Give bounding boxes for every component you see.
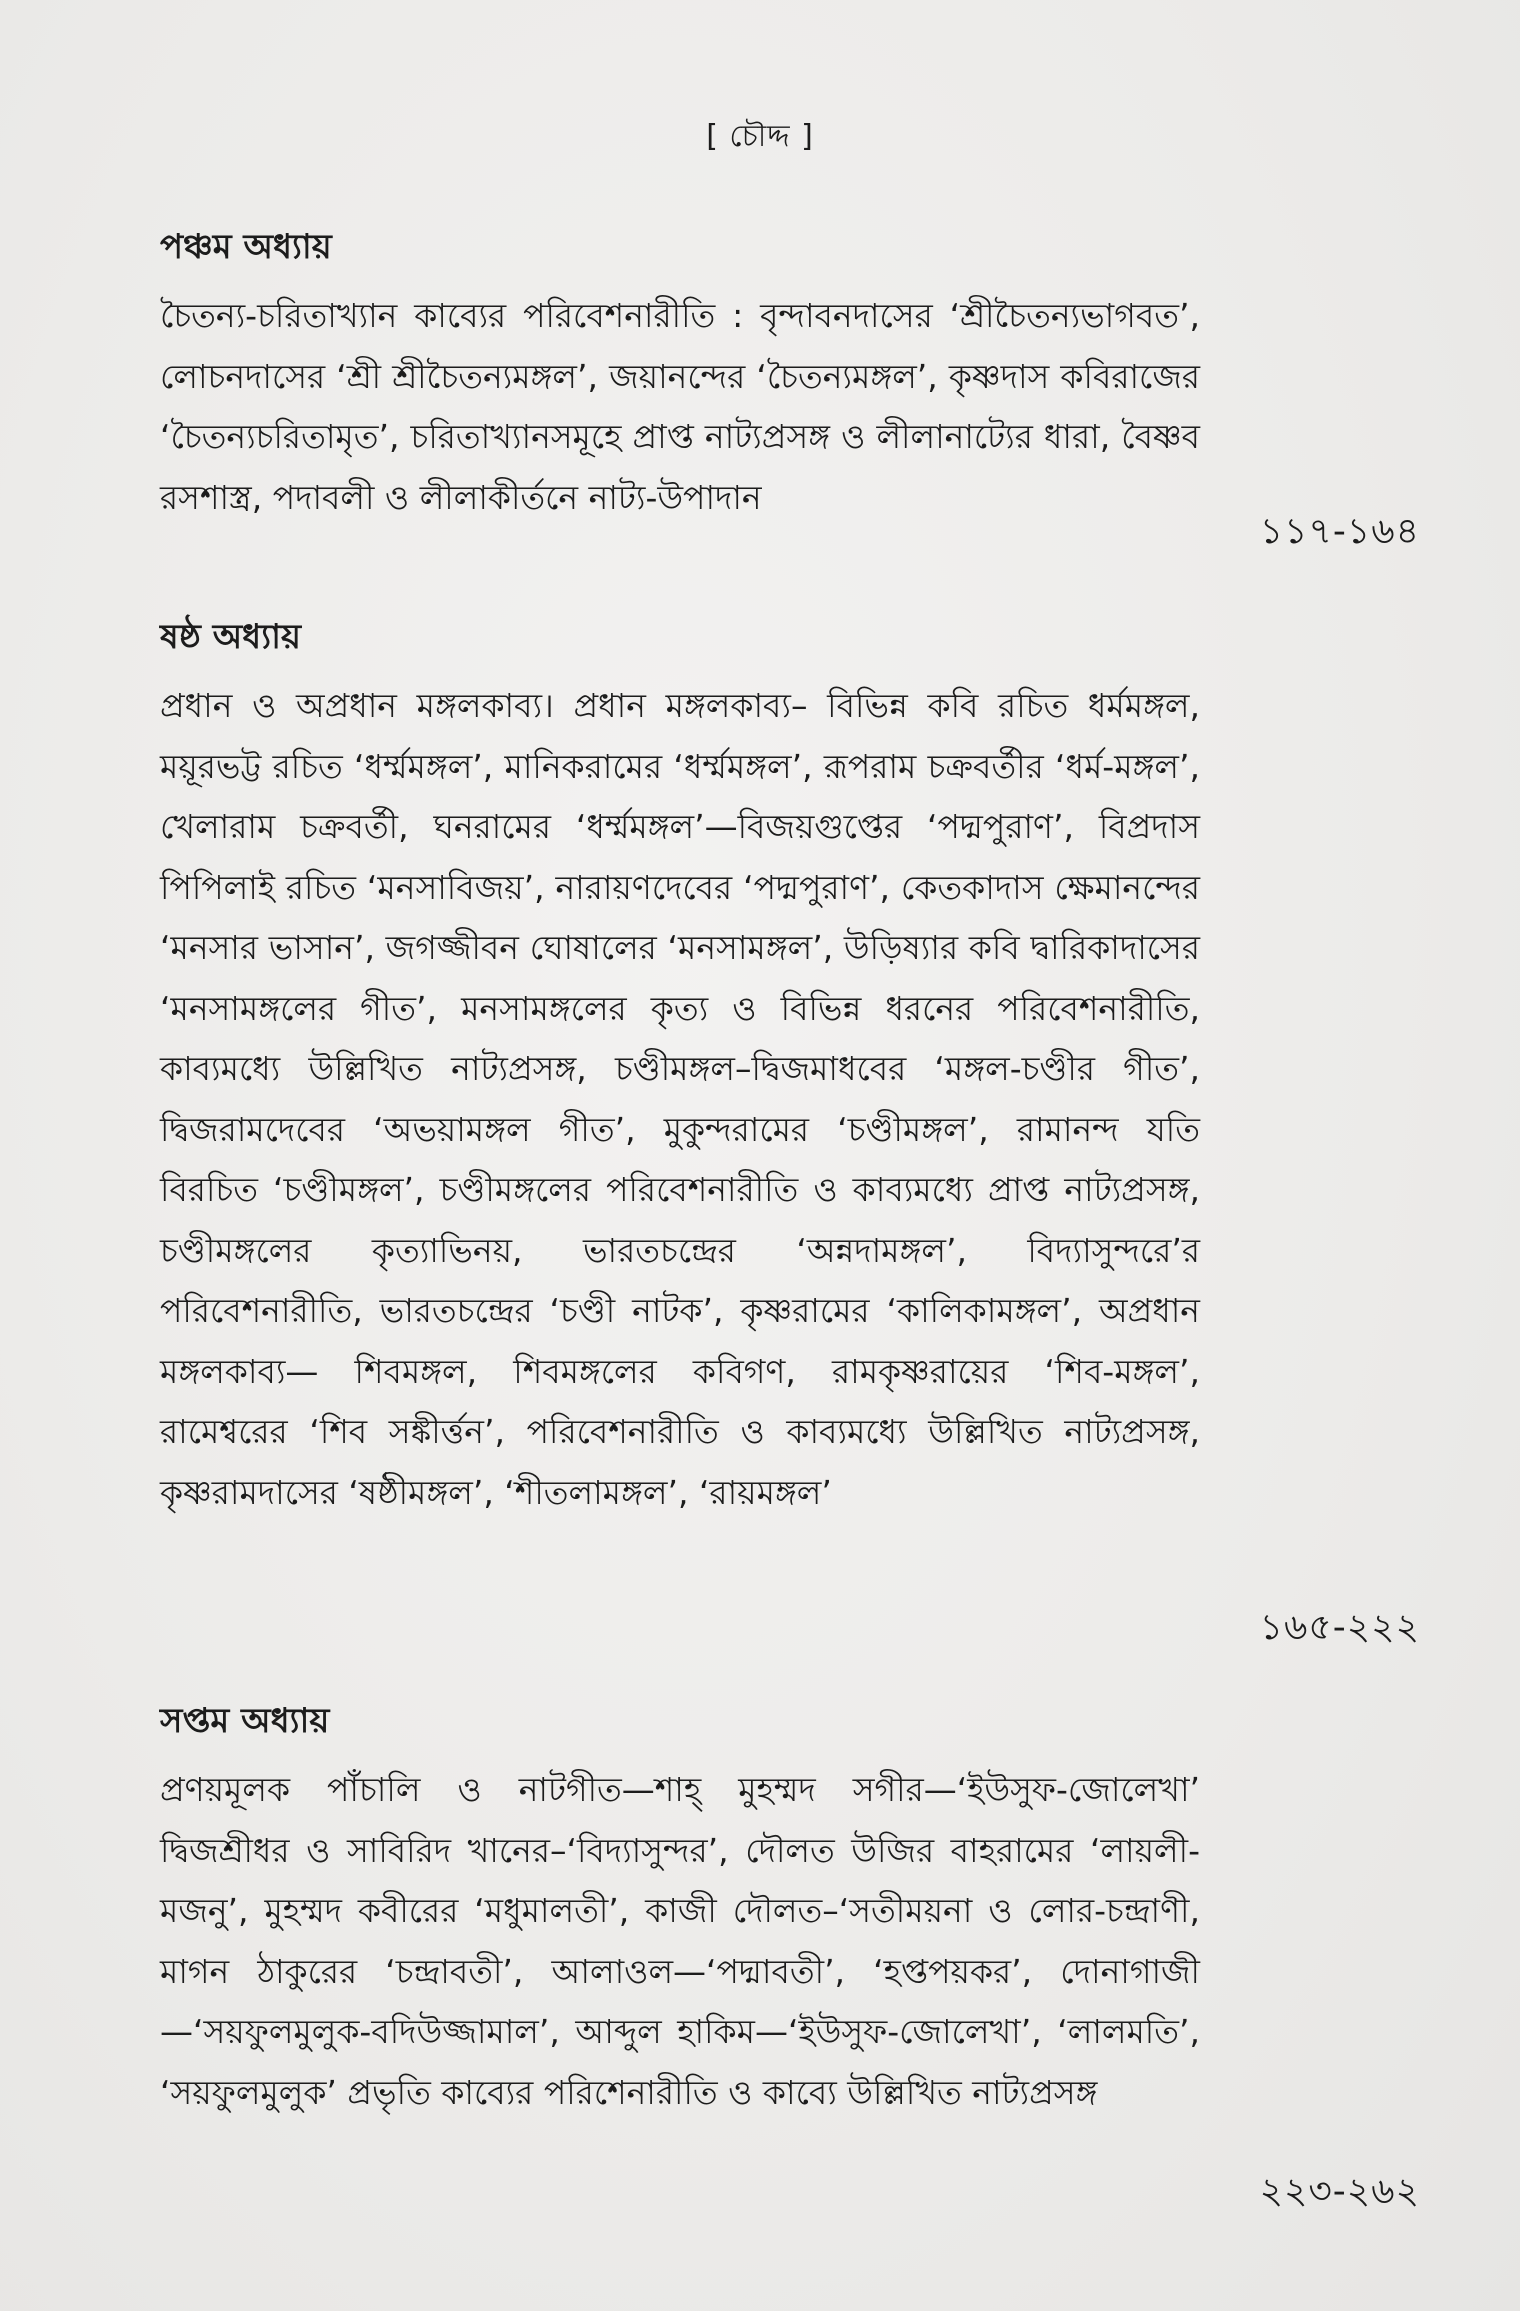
chapter-title: পঞ্চম অধ্যায়: [160, 227, 332, 267]
chapter-page-range: ২২৩-২৬২: [1259, 2171, 1420, 2212]
chapter-contents: প্রধান ও অপ্রধান মঙ্গলকাব্য। প্রধান মঙ্গলকাব্য– বিভিন্ন কবি রচিত ধর্মমঙ্গল, ময়ূরভট্ট রচিত ‘ধর্ম্মমঙ্গল’, মানিকরামের ‘ধর্ম্মমঙ্গল’, রূপরাম চক্রবর্তীর ‘ধর্ম-মঙ্গল’, খেলারাম চক্রবর্তী, ঘনরামের ‘ধর্ম্মমঙ্গল’—বিজয়গুপ্তের ‘পদ্মপুরাণ’, বিপ্রদাস পিপিলাই রচিত ‘মনসাবিজয়’, নারায়ণদেবের ‘পদ্মপুরাণ’, কেতকাদাস ক্ষেমানন্দের ‘মনসার ভাসান’, জগজ্জীবন ঘোষালের ‘মনসামঙ্গল’, উড়িষ্যার কবি দ্বারিকাদাসের ‘মনসামঙ্গলের গীত’, মনসামঙ্গলের কৃত্য ও বিভিন্ন ধরনের পরিবেশনারীতি, কাব্যমধ্যে উল্লিখিত নাট্যপ্রসঙ্গ, চণ্ডীমঙ্গল–দ্বিজমাধবের ‘মঙ্গল-চণ্ডীর গীত’, দ্বিজরামদেবের ‘অভয়ামঙ্গল গীত’, মুকুন্দরামের ‘চণ্ডীমঙ্গল’, রামানন্দ যতি বিরচিত ‘চণ্ডীমঙ্গল’, চণ্ডীমঙ্গলের পরিবেশনারীতি ও কাব্যমধ্যে প্রাপ্ত নাট্যপ্রসঙ্গ, চণ্ডীমঙ্গলের কৃত্যাভিনয়, ভারতচন্দ্রের ‘অন্নদামঙ্গল’, বিদ্যাসুন্দরে’র পরিবেশনারীতি, ভারতচন্দ্রের ‘চণ্ডী নাটক’, কৃষ্ণরামের ‘কালিকামঙ্গল’, অপ্রধান মঙ্গলকাব্য— শিবমঙ্গল, শিবমঙ্গলের কবিগণ, রামকৃষ্ণরায়ের ‘শিব-মঙ্গল’, রামেশ্বরের ‘শিব সঙ্কীর্ত্তন’, পরিবেশনারীতি ও কাব্যমধ্যে উল্লিখিত নাট্যপ্রসঙ্গ, কৃষ্ণরামদাসের ‘ষষ্ঠীমঙ্গল’, ‘শীতলামঙ্গল’, ‘রায়মঙ্গল’: [160, 686, 1200, 1512]
page-header: [ চৌদ্দ ]: [706, 119, 814, 154]
chapter-contents: প্রণয়মূলক পাঁচালি ও নাটগীত—শাহ্ মুহম্মদ সগীর—‘ইউসুফ-জোলেখা’ দ্বিজশ্রীধর ও সাবিরিদ খানের–‘বিদ্যাসুন্দর’, দৌলত উজির বাহরামের ‘লায়লী-মজনু’, মুহম্মদ কবীরের ‘মধুমালতী’, কাজী দৌলত–‘সতীময়না ও লোর-চন্দ্রাণী, মাগন ঠাকুরের ‘চন্দ্রাবতী’, আলাওল—‘পদ্মাবতী’, ‘হপ্তপয়কর’, দোনাগাজী—‘সয়ফুলমুলুক-বদিউজ্জামাল’, আব্দুল হাকিম—‘ইউসুফ-জোলেখা’, ‘লালমতি’, ‘সয়ফুলমুলুক’ প্রভৃতি কাব্যের পরিশেনারীতি ও কাব্যে উল্লিখিত নাট্যপ্রসঙ্গ: [160, 1770, 1200, 2112]
chapter-title: সপ্তম অধ্যায়: [160, 1701, 330, 1741]
chapter-section-7: [160, 1696, 1200, 2123]
chapter-section-5: [160, 222, 1200, 528]
chapter-contents: চৈতন্য-চরিতাখ্যান কাব্যের পরিবেশনারীতি : বৃন্দাবনদাসের ‘শ্রীচৈতন্যভাগবত’, লোচনদাসের ‘শ্রী শ্রীচৈতন্যমঙ্গল’, জয়ানন্দের ‘চৈতন্যমঙ্গল’, কৃষ্ণদাস কবিরাজের ‘চৈতন্যচরিতামৃত’, চরিতাখ্যানসমূহে প্রাপ্ত নাট্যপ্রসঙ্গ ও লীলানাট্যের ধারা, বৈষ্ণব রসশাস্ত্র, পদাবলী ও লীলাকীর্তনে নাট্য-উপাদান: [160, 296, 1200, 517]
chapter-page-range: ১৬৫-২২২: [1259, 1607, 1420, 1648]
chapter-section-6: [160, 612, 1200, 1523]
chapter-page-range: ১১৭-১৬৪: [1259, 511, 1420, 552]
chapter-title: ষষ্ঠ অধ্যায়: [160, 617, 301, 657]
